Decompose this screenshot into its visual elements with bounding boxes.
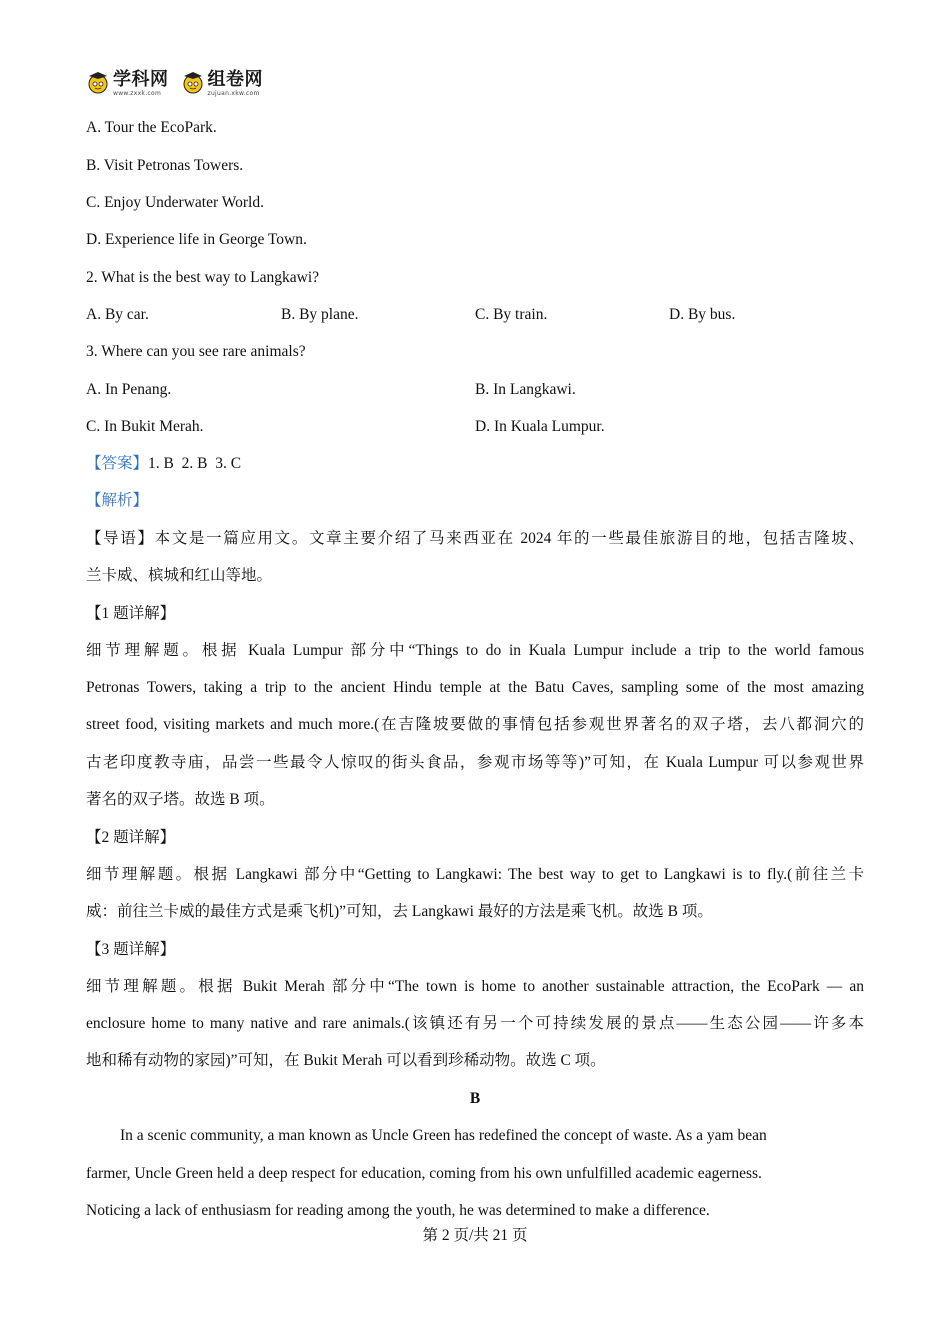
logo1-main-text: 学科网 (113, 69, 169, 90)
q2-question: 2. What is the best way to Langkawi? (86, 269, 320, 286)
detail2-line-1: 细节理解题。根据 Langkawi 部分中“Getting to Langkawi: The best way to get to Langkawi is to fly.(前往兰卡 (86, 866, 864, 883)
section-b-heading: B (469, 1090, 481, 1107)
q3-option-b: B. In Langkawi. (475, 381, 576, 398)
detail3-line-3: 地和稀有动物的家园)”可知，在 Bukit Merah 可以看到珍稀动物。故选 C 项。 (86, 1052, 606, 1069)
mascot-icon (181, 70, 205, 94)
detail1-line-1: 细节理解题。根据 Kuala Lumpur 部分中“Things to do in Kuala Lumpur include a trip to the world famous (86, 642, 864, 659)
guide-line-2: 兰卡威、槟城和红山等地。 (86, 567, 273, 584)
q3-option-a: A. In Penang. (86, 381, 172, 398)
section-b-line-3: Noticing a lack of enthusiasm for reading among the youth, he was determined to make a difference. (86, 1202, 710, 1219)
logo1-sub-text: www.zxxk.com (113, 90, 162, 97)
answer-line (86, 454, 241, 474)
q2-option-b: B. By plane. (281, 306, 359, 323)
detail1-title: 【1 题详解】 (86, 605, 176, 622)
detail2-title: 【2 题详解】 (86, 829, 176, 846)
q1-option-d: D. Experience life in George Town. (86, 231, 307, 248)
answer-label: 【答案】 (86, 455, 149, 472)
q2-option-a: A. By car. (86, 306, 149, 323)
detail1-line-5: 著名的双子塔。故选 B 项。 (86, 791, 275, 808)
section-b-line-1: In a scenic community, a man known as Uncle Green has redefined the concept of waste. As a yam bean (120, 1127, 767, 1144)
page-number-footer: 第 2 页/共 21 页 (422, 1227, 528, 1244)
q1-option-a: A. Tour the EcoPark. (86, 119, 217, 136)
analysis-label: 【解析】 (86, 492, 149, 509)
detail3-line-2: enclosure home to many native and rare animals.(该镇还有另一个可持续发展的景点——生态公园——许多本 (86, 1015, 864, 1032)
header-logos (86, 70, 263, 106)
q3-option-d: D. In Kuala Lumpur. (475, 418, 605, 435)
guide-line-1: 【导语】本文是一篇应用文。文章主要介绍了马来西亚在 2024 年的一些最佳旅游目的地，包括吉隆坡、 (86, 530, 864, 547)
xuekewang-logo (86, 70, 169, 98)
detail1-line-3: street food, visiting markets and much more.(在吉隆坡要做的事情包括参观世界著名的双子塔，去八都洞穴的 (86, 716, 864, 733)
q1-option-b: B. Visit Petronas Towers. (86, 157, 244, 174)
detail1-line-4: 古老印度教寺庙，品尝一些最令人惊叹的街头食品，参观市场等等)”可知，在 Kuala Lumpur 可以参观世界 (86, 754, 864, 771)
detail3-line-1: 细节理解题。根据 Bukit Merah 部分中“The town is home to another sustainable attraction, the EcoPark — an (86, 978, 864, 995)
section-b-line-2: farmer, Uncle Green held a deep respect for education, coming from his own unfulfilled academic eagerness. (86, 1165, 762, 1182)
answer-value: 1. B 2. B 3. C (148, 455, 242, 472)
detail3-title: 【3 题详解】 (86, 941, 176, 958)
zujuanwang-logo (181, 70, 264, 98)
detail2-line-2: 威：前往兰卡威的最佳方式是乘飞机)”可知，去 Langkawi 最好的方法是乘飞机。故选 B 项。 (86, 903, 713, 920)
logo2-sub-text: zujuan.xkw.com (207, 90, 260, 97)
q2-option-c: C. By train. (475, 306, 548, 323)
q3-question: 3. Where can you see rare animals? (86, 343, 306, 360)
q1-option-c: C. Enjoy Underwater World. (86, 194, 264, 211)
q2-option-d: D. By bus. (669, 306, 736, 323)
mascot-icon (86, 70, 110, 94)
logo2-main-text: 组卷网 (207, 69, 263, 90)
q3-option-c: C. In Bukit Merah. (86, 418, 204, 435)
detail1-line-2: Petronas Towers, taking a trip to the ancient Hindu temple at the Batu Caves, sampling some of the most amazing (86, 679, 864, 696)
